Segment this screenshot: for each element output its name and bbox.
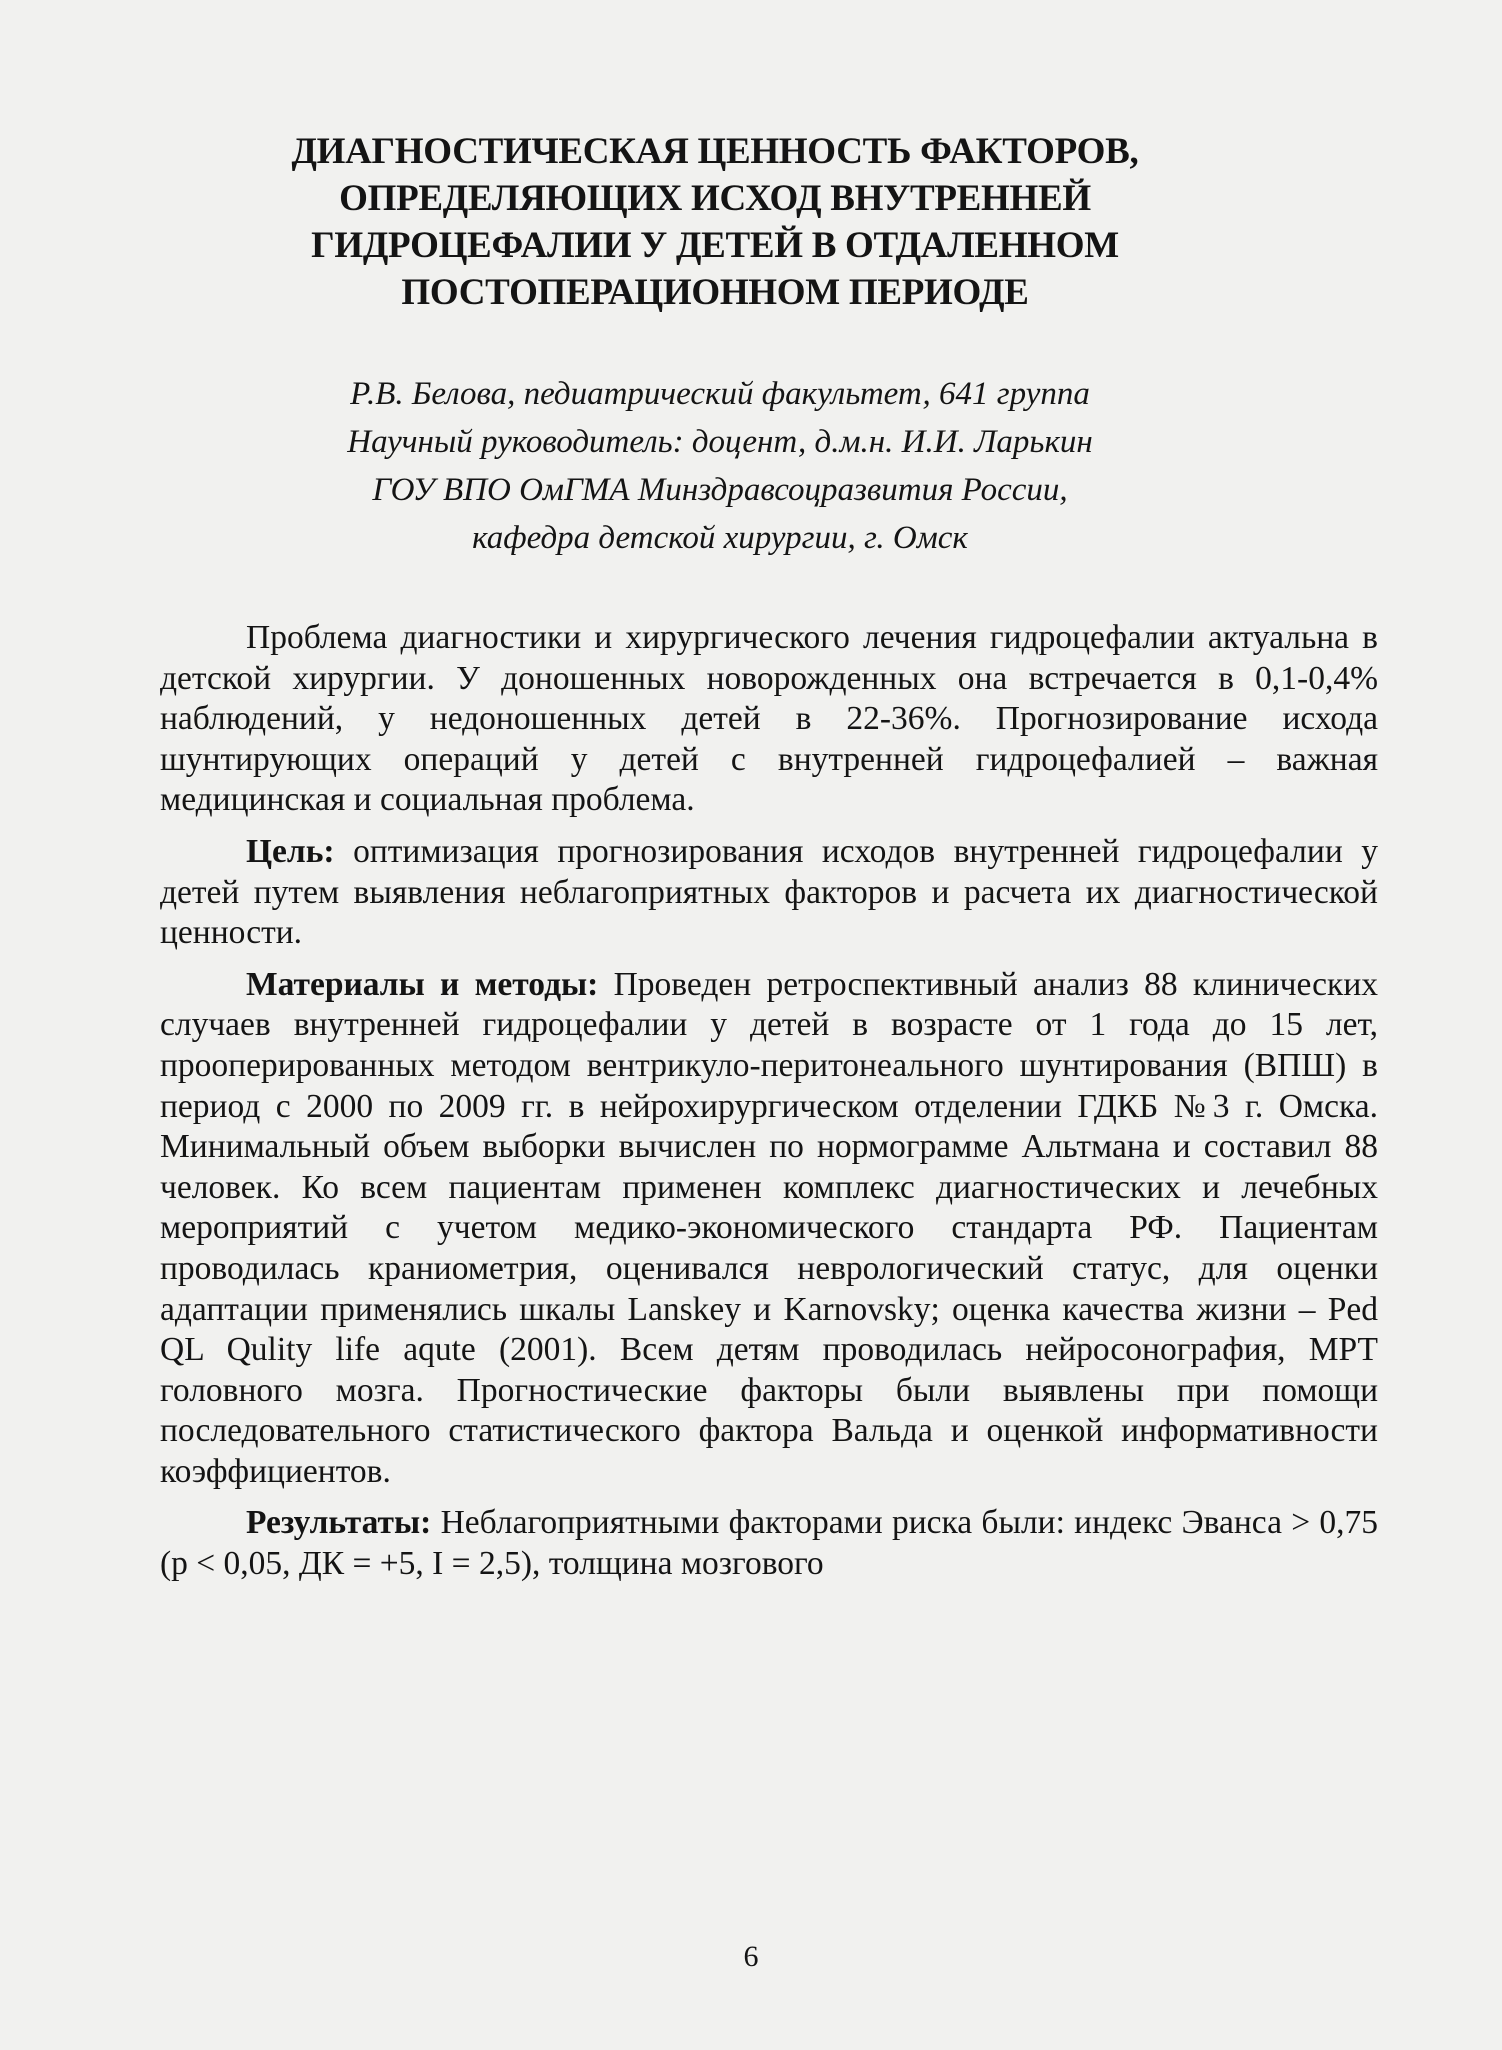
methods-paragraph [160, 965, 1378, 1493]
institution-line-2: кафедра детской хирургии, г. Омск [472, 520, 968, 556]
title-line-4: ПОСТОПЕРАЦИОННОМ ПЕРИОДЕ [401, 272, 1029, 313]
goal-label: Цель: [246, 832, 335, 870]
institution-line-1: ГОУ ВПО ОмГМА Минздравсоцразвития России, [372, 472, 1068, 508]
supervisor-line: Научный руководитель: доцент, д.м.н. И.И. Ларькин [347, 424, 1093, 460]
intro-paragraph [160, 618, 1378, 821]
intro-text: Проблема диагностики и хирургического лечения гидроцефалии актуальна в детской хирургии. У доношенных новорожденных она встречается в 0,1-0,4% наблюдений, у недоношенных детей в 22-36%. Прогнозирование исхода шунтирующих операций у детей с внутренней гидроцефалией – важная медицинская и социальная проблема. [160, 619, 1378, 819]
title-line-1: ДИАГНОСТИЧЕСКАЯ ЦЕННОСТЬ ФАКТОРОВ, [291, 131, 1139, 172]
results-label: Результаты: [246, 1504, 432, 1542]
page-number: 6 [743, 1940, 759, 1973]
goal-text: оптимизация прогнозирования исходов внутренней гидроцефалии у детей путем выявления неблагоприятных факторов и расчета их диагностической ценности. [160, 832, 1378, 952]
article-title [150, 128, 1280, 316]
goal-paragraph [160, 832, 1378, 954]
methods-text: Проведен ретроспективный анализ 88 клинических случаев внутренней гидроцефалии у детей в возрасте от 1 года до 15 лет, прооперированных методом вентрикуло-перитонеального шунтирования (ВПШ) в период с 2000 по 2009 гг. в нейрохирургическом отделении ГДКБ №3 г. Омска. Минимальный объем выборки вычислен по нормограмме Альтмана и составил 88 человек. Ко всем пациентам применен комплекс диагностических и лечебных мероприятий с учетом медико-экономического стандарта РФ. Пациентам проводилась краниометрия, оценивался неврологический статус, для оценки адаптации применялись шкалы Lanskey и Karnovsky; оценка качества жизни – Ped QL Qulity life aqute (2001). Всем детям проводилась нейросонография, МРТ головного мозга. Прогностические факторы были выявлены при помощи последовательного статистического фактора Вальда и оценкой информативности коэффициентов. [160, 965, 1378, 1490]
title-line-3: ГИДРОЦЕФАЛИИ У ДЕТЕЙ В ОТДАЛЕННОМ [311, 225, 1119, 266]
methods-label: Материалы и методы: [246, 965, 599, 1003]
results-text: Неблагоприятными факторами риска были: индекс Эванса > 0,75 (p < 0,05, ДК = +5, I = 2,5), толщина мозгового [160, 1504, 1378, 1583]
results-paragraph [160, 1503, 1378, 1584]
author-block [150, 370, 1290, 562]
title-line-2: ОПРЕДЕЛЯЮЩИХ ИСХОД ВНУТРЕННЕЙ [339, 178, 1091, 219]
article-body [160, 618, 1378, 1596]
author-line: Р.В. Белова, педиатрический факультет, 641 группа [350, 376, 1090, 412]
